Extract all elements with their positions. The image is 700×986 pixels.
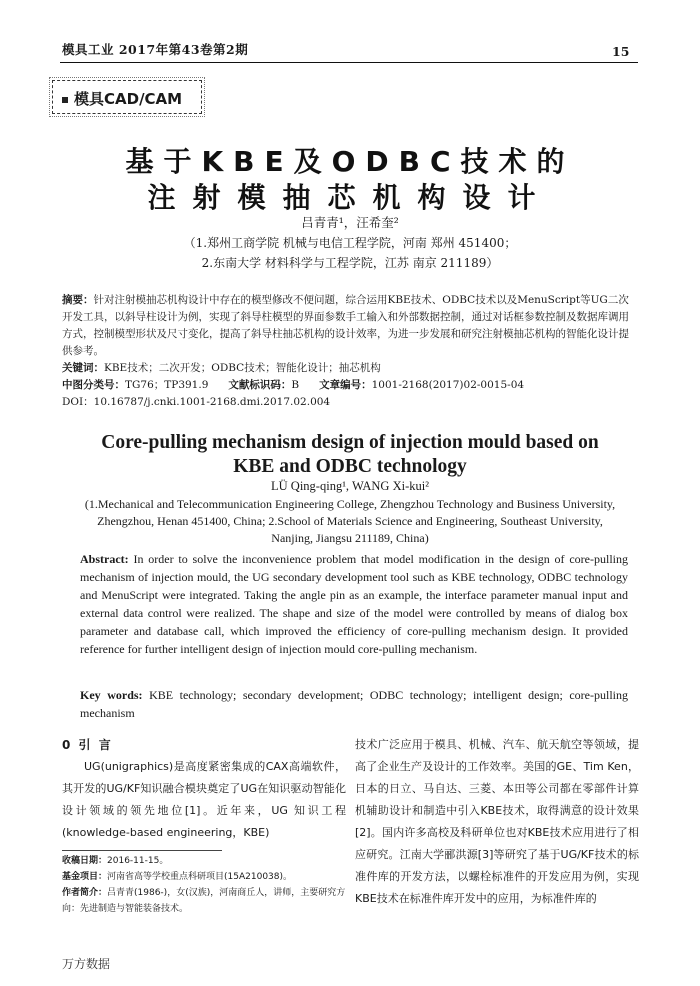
abstract-en-label: Abstract:: [80, 552, 129, 566]
keywords-en-label: Key words:: [80, 688, 143, 702]
footnote-rule: [62, 850, 222, 851]
keywords-en: [80, 686, 628, 722]
classification-line: [62, 377, 638, 394]
abstract-cn-text: 针对注射模抽芯机构设计中存在的模型修改不便问题，综合运用KBE技术、ODBC技术以及MenuScript等UG二次开发工具，以斜导柱设计为例，实现了斜导柱模型的界面参数手工输入和外部数据控制，通过对话框参数控制及数据库调用方式，控制模型形状及尺寸变化，提高了斜导柱抽芯机构的设计效率，为进一步发展和研究注射模抽芯机构的智能化设计提供参考。: [62, 294, 629, 357]
journal-header: 模具工业 2017年第43卷第2期: [62, 42, 249, 57]
footnote-author: [62, 885, 346, 917]
intro-heading: 0 引 言: [62, 738, 113, 752]
body-column-right: [355, 734, 639, 910]
received-value: 2016-11-15。: [107, 856, 169, 866]
title-cn-line2: 注射模抽芯机构设计: [147, 181, 553, 214]
header-rule: [60, 62, 638, 63]
authors-en: LÜ Qing-qing¹, WANG Xi-kui²: [271, 479, 429, 493]
page-number: 15: [612, 44, 630, 59]
abstract-en: [80, 550, 628, 658]
abstract-cn-label: 摘要：: [62, 294, 94, 306]
doi: DOI：10.16787/j.cnki.1001-2168.dmi.2017.02.004: [62, 396, 331, 408]
author-bio-value: 吕青青(1986-)，女(汉族)，河南商丘人，讲师，主要研究方向：先进制造与智能装备技术。: [62, 888, 346, 914]
watermark: 万方数据: [62, 957, 111, 971]
section-label: [62, 88, 182, 109]
received-label: 收稿日期：: [62, 856, 108, 866]
affiliations-en: (1.Mechanical and Telecommunication Engineering College, Zhengzhou Technology and Business University, Zhengzhou, Henan 451400, China; 2.School of Materials Science and Engineering, Southeast University, Nanjing, Jiangsu 211189, China): [84, 497, 616, 545]
clc-value: TG76；TP391.9: [125, 379, 209, 391]
intro-paragraph-right: 技术广泛应用于模具、机械、汽车、航天航空等领域，提高了企业生产及设计的工作效率。美国的GE、Tim Ken，日本的日立、马自达、三菱、本田等公司都在零部件计算机辅助设计和制造中引入KBE技术，取得满意的设计效果[2]。国内许多高校及科研单位也对KBE技术应用进行了相应研究。江南大学郦洪源[3]等研究了基于UG/KF技术的标准件库的开发方法，以螺栓标准件的开发应用为例，实现KBE技术在标准件库开发中的应用，为标准件库的: [355, 738, 639, 905]
title-en-line1: Core-pulling mechanism design of injection mould based on: [101, 432, 599, 453]
article-number-label: 文章编号：: [319, 379, 372, 391]
body-column-left: [62, 734, 346, 844]
doc-code-value: B: [291, 379, 300, 391]
fund-value: 河南省高等学校重点科研项目(15A210038)。: [107, 872, 293, 882]
clc-label: 中图分类号：: [62, 379, 125, 391]
fund-label: 基金项目：: [62, 872, 108, 882]
affiliation-cn-line1: （1.郑州工商学院 机械与电信工程学院，河南 郑州 451400；: [183, 236, 517, 250]
title-en-line2: KBE and ODBC technology: [233, 456, 467, 477]
footnotes: [62, 853, 346, 917]
abstract-en-text: In order to solve the inconvenience problem that model modification in the design of core-pulling mechanism of injection mould, the UG secondary development tool such as KBE technology, ODBC technology and MenuScript were integrated. Taking the angle pin as an example, the interface parameter manual input and external data control were realized. The shape and size of the model were controlled by means of dialog box parameter and database call, which improved the efficiency of core-pulling mechanism design. It provided reference for further intelligent design of injection mould core-pulling mechanism.: [80, 552, 629, 656]
affiliation-cn-line2: 2.东南大学 材料科学与工程学院，江苏 南京 211189）: [201, 256, 499, 270]
author-bio-label: 作者简介：: [62, 888, 108, 898]
footnote-received: [62, 853, 346, 869]
intro-paragraph-left: UG(unigraphics)是高度紧密集成的CAX高端软件，其开发的UG/KF知识融合模块奠定了UG在知识驱动智能化设计领域的领先地位[1]。近年来，UG 知识工程(knowledge-based engineering，KBE): [62, 760, 346, 839]
abstract-cn: [62, 292, 638, 360]
square-bullet-icon: [62, 97, 68, 103]
keywords-cn: [62, 360, 638, 377]
footnote-fund: [62, 869, 346, 885]
keywords-cn-text: KBE技术；二次开发；ODBC技术；智能化设计；抽芯机构: [104, 362, 381, 374]
section-label-text: 模具CAD/CAM: [74, 90, 183, 108]
title-cn-line1: 基于KBE及ODBC技术的: [125, 145, 575, 178]
keywords-en-text: KBE technology; secondary development; ODBC technology; intelligent design; core-pulling mechanism: [80, 688, 629, 720]
authors-cn: 吕青青¹，汪希奎²: [301, 215, 399, 230]
keywords-cn-label: 关键词：: [62, 362, 104, 374]
doc-code-label: 文献标识码：: [228, 379, 292, 391]
article-number-value: 1001-2168(2017)02-0015-04: [371, 379, 525, 391]
